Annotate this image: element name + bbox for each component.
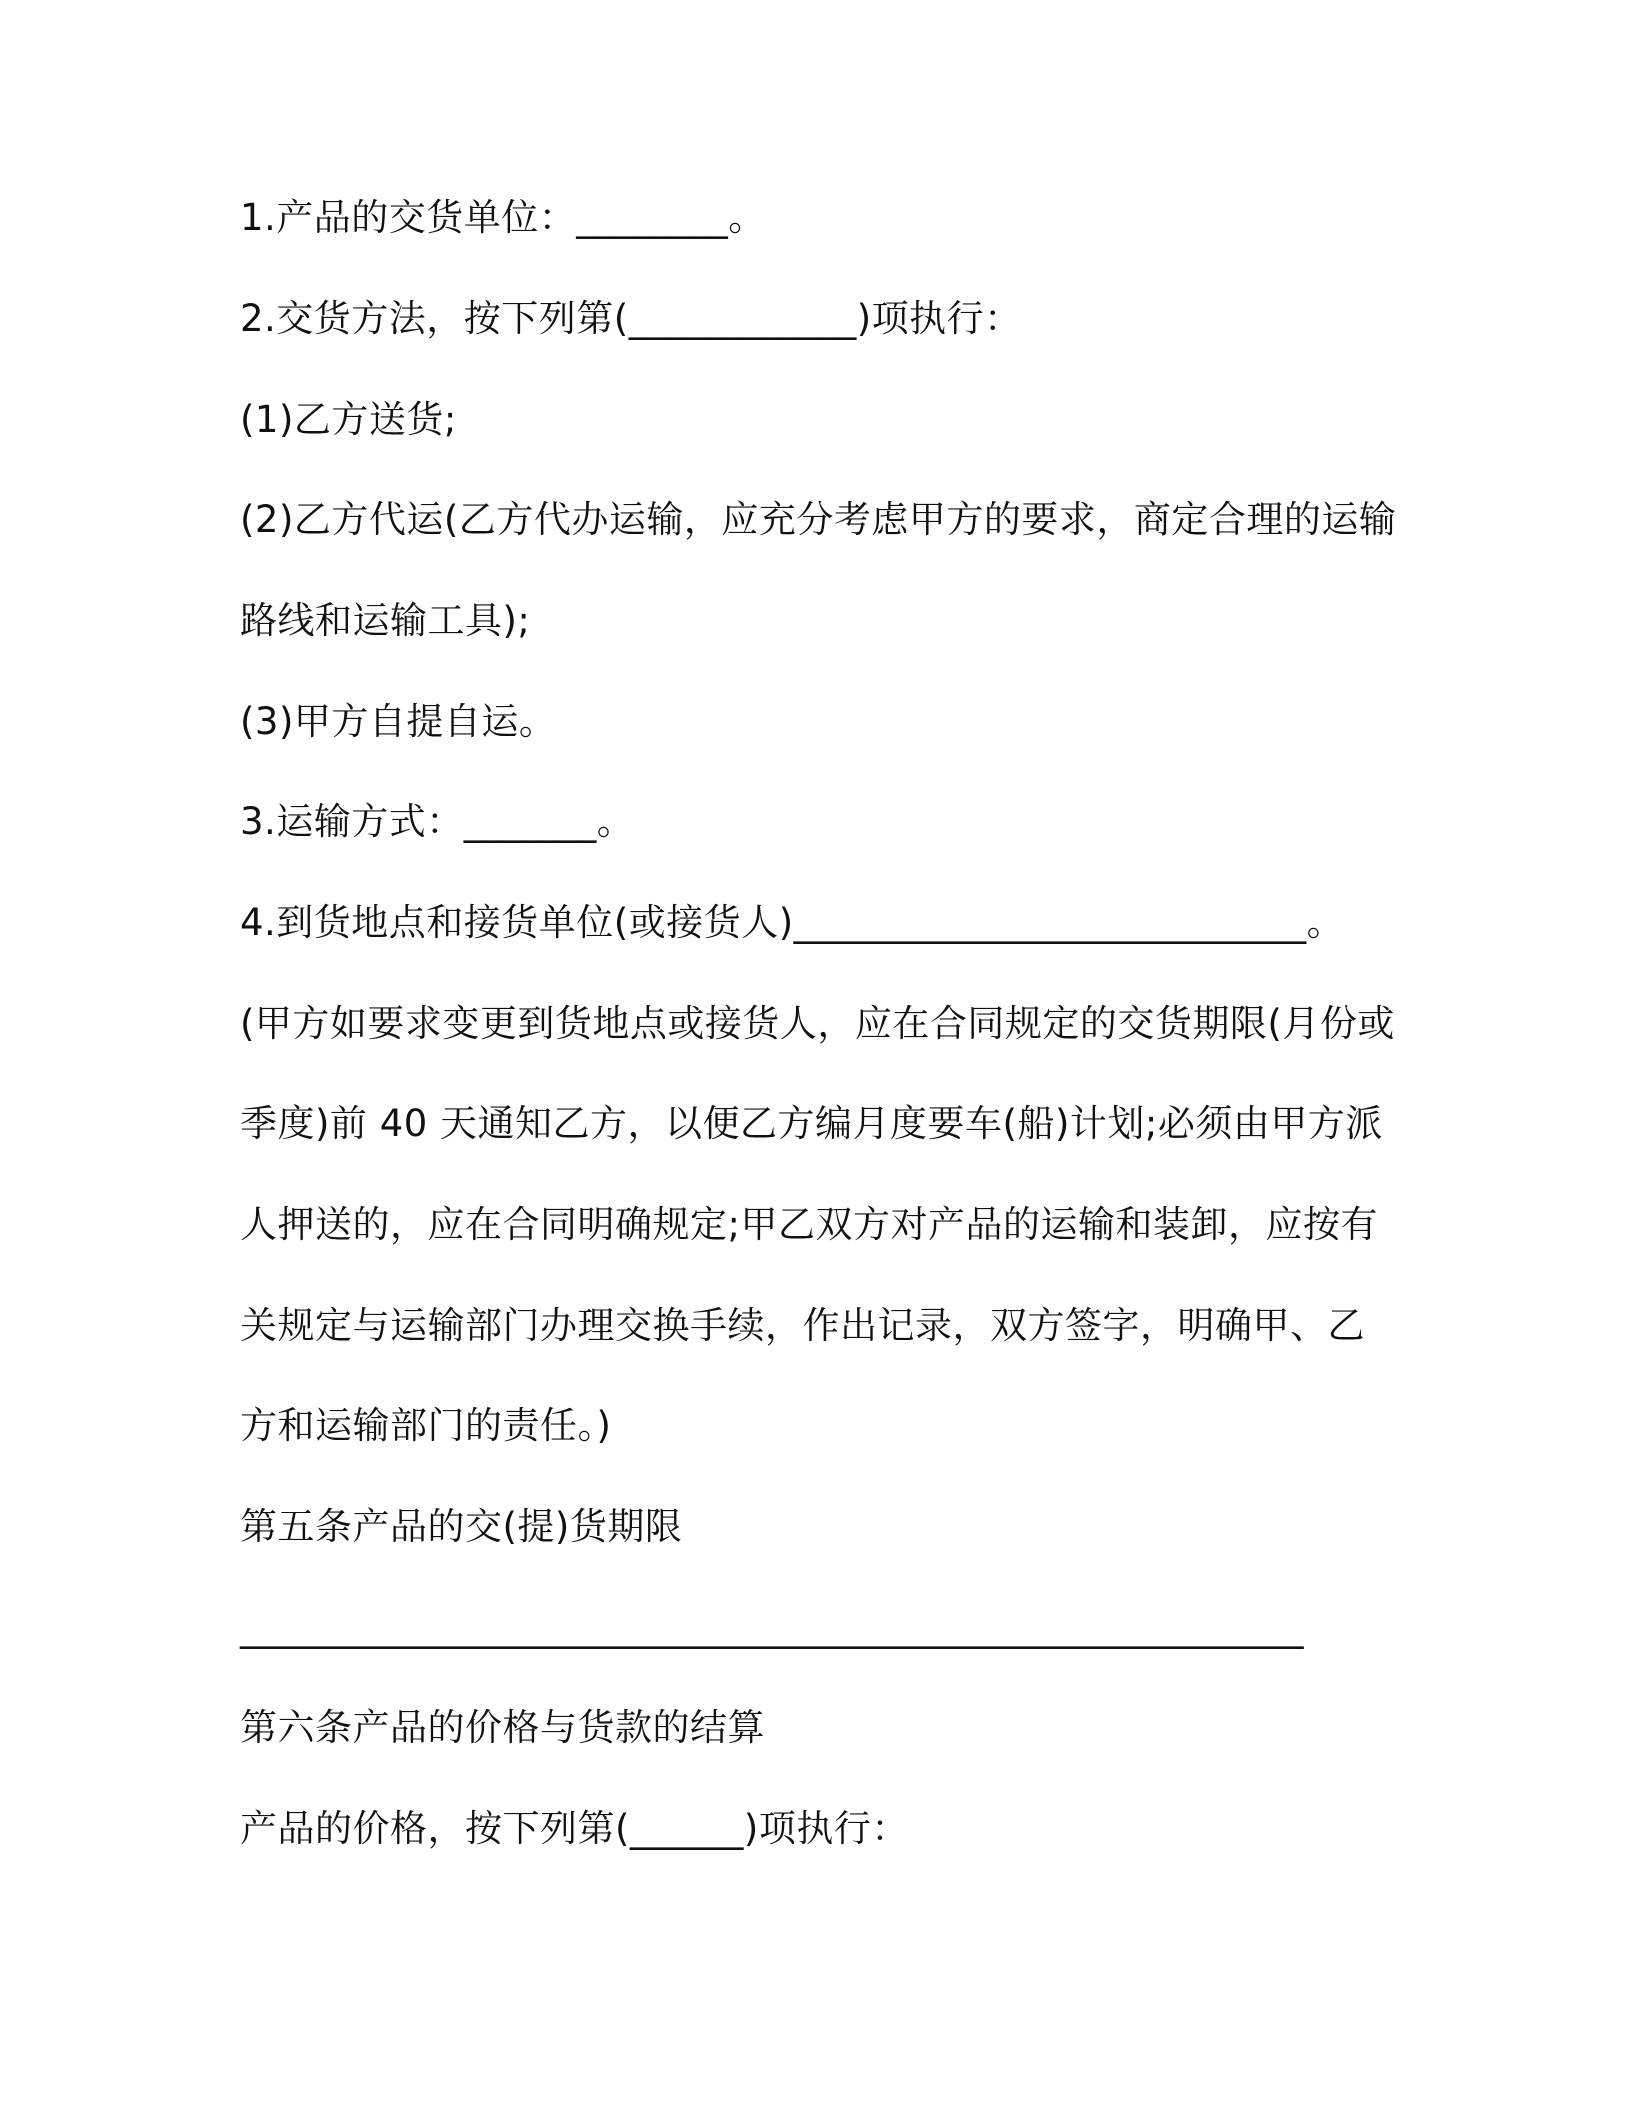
article-5-heading: 第五条产品的交(提)货期限 xyxy=(240,1505,683,1548)
note-paragraph-line-2: 季度)前 40 天通知乙方，以便乙方编月度要车(船)计划;必须由甲方派 xyxy=(240,1102,1383,1145)
option-buyer-picks-up: (3)甲方自提自运。 xyxy=(240,700,557,743)
note-paragraph-line-1: (甲方如要求变更到货地点或接货人，应在合同规定的交货期限(月份或 xyxy=(240,1002,1395,1045)
item-arrival-location: 4.到货地点和接货单位(或接货人)___________________________。 xyxy=(240,901,1345,944)
option-seller-ships: (2)乙方代运(乙方代办运输，应充分考虑甲方的要求，商定合理的运输 xyxy=(240,498,1397,541)
item-delivery-method: 2.交货方法，按下列第(____________)项执行： xyxy=(240,297,1022,340)
item-transport-mode: 3.运输方式：_______。 xyxy=(240,800,635,843)
note-paragraph-line-3: 人押送的，应在合同明确规定;甲乙双方对产品的运输和装卸，应按有 xyxy=(240,1203,1378,1246)
note-paragraph-line-5: 方和运输部门的责任。) xyxy=(240,1404,612,1447)
price-method-line: 产品的价格，按下列第(______)项执行： xyxy=(240,1807,909,1850)
item-delivery-unit: 1.产品的交货单位：________。 xyxy=(240,196,766,239)
option-seller-ships-cont: 路线和运输工具); xyxy=(240,599,531,642)
article-5-blank-line: ________________________________________________________ xyxy=(240,1606,1304,1649)
note-paragraph-line-4: 关规定与运输部门办理交换手续，作出记录，双方签字，明确甲、乙 xyxy=(240,1304,1365,1347)
option-seller-delivers: (1)乙方送货; xyxy=(240,398,457,441)
article-6-heading: 第六条产品的价格与货款的结算 xyxy=(240,1706,765,1749)
